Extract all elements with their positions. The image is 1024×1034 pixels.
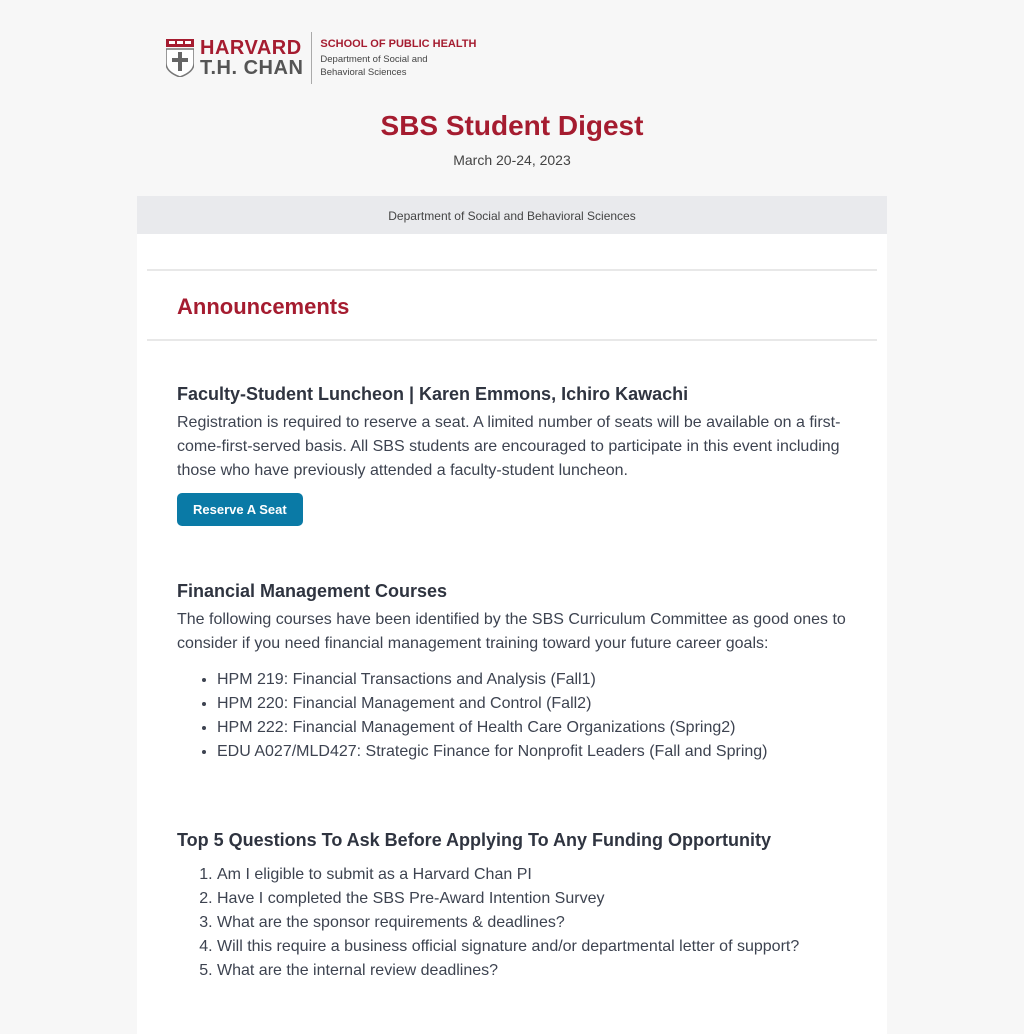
- logo-school: SCHOOL OF PUBLIC HEALTH: [320, 38, 477, 50]
- list-item: 1. Am I eligible to submit as a Harvard Chan PI: [217, 863, 877, 887]
- announcement-funding: [177, 830, 877, 983]
- divider: [147, 339, 877, 341]
- list-item: 5. What are the internal review deadlines?: [217, 959, 877, 983]
- announcement-financial: [177, 581, 857, 764]
- page-title: SBS Student Digest: [380, 110, 644, 141]
- announcement-title: Financial Management Courses: [177, 581, 448, 601]
- logo-divider: [311, 32, 312, 84]
- question-list: [177, 863, 877, 983]
- list-item: • HPM 222: Financial Management of Health Care Organizations (Spring2): [217, 716, 857, 740]
- list-item: 3. What are the sponsor requirements & deadlines?: [217, 911, 877, 935]
- logo-dept-1: Department of Social and: [320, 54, 428, 65]
- digest-date: March 20-24, 2023: [453, 152, 571, 168]
- harvard-chan-logo: [166, 32, 476, 84]
- logo-dept-2: Behavioral Sciences: [320, 67, 407, 78]
- department-band: Department of Social and Behavioral Sciences: [137, 196, 887, 234]
- logo-thchan: T.H. CHAN: [200, 57, 304, 79]
- list-item: • HPM 219: Financial Transactions and Analysis (Fall1): [217, 668, 857, 692]
- course-list: [177, 668, 857, 764]
- announcement-title: Faculty-Student Luncheon | Karen Emmons, Ichiro Kawachi: [177, 384, 689, 404]
- announcement-title: Top 5 Questions To Ask Before Applying To Any Funding Opportunity: [177, 830, 771, 850]
- list-item: 2. Have I completed the SBS Pre-Award Intention Survey: [217, 887, 877, 911]
- list-item: 4. Will this require a business official signature and/or departmental letter of support?: [217, 935, 877, 959]
- section-title: Announcements: [177, 294, 350, 319]
- announcement-body: The following courses have been identified by the SBS Curriculum Committee as good ones to consider if you need financial management training toward your future career goals:: [177, 611, 846, 652]
- logo-harvard: HARVARD: [200, 37, 302, 59]
- announcement-body: Registration is required to reserve a seat. A limited number of seats will be available on a first-come-first-served basis. All SBS students are encouraged to participate in this event including those who have previously attended a faculty-student luncheon.: [177, 414, 841, 479]
- content-card: [137, 234, 887, 1034]
- harvard-shield-icon: [166, 39, 194, 77]
- reserve-seat-button[interactable]: Reserve A Seat: [177, 493, 303, 526]
- list-item: • HPM 220: Financial Management and Control (Fall2): [217, 692, 857, 716]
- announcement-luncheon: [177, 384, 857, 526]
- divider: [147, 269, 877, 271]
- list-item: • EDU A027/MLD427: Strategic Finance for Nonprofit Leaders (Fall and Spring): [217, 740, 857, 764]
